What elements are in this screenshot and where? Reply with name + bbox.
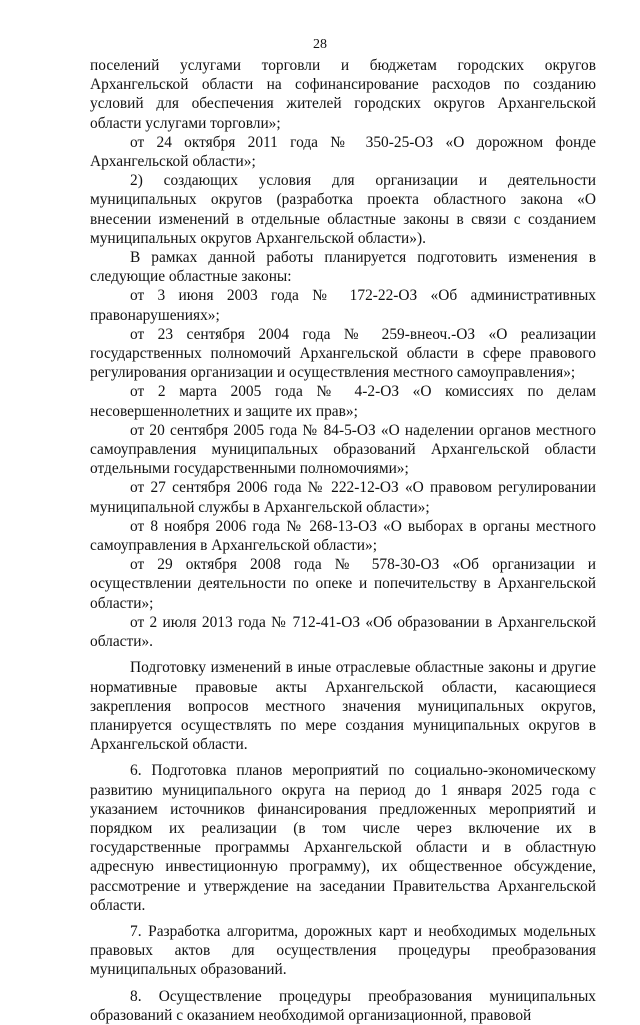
paragraph: от 3 июня 2003 года № 172-22-ОЗ «Об административных правонарушениях»; <box>90 287 596 324</box>
paragraph: В рамках данной работы планируется подготовить изменения в следующие областные законы: <box>90 249 596 286</box>
paragraph: 7. Разработка алгоритма, дорожных карт и необходимых модельных правовых актов для осуществления процедуры преобразования муниципальных образований. <box>90 922 596 979</box>
paragraph: от 24 октября 2011 года № 350-25-ОЗ «О дорожном фонде Архангельской области»; <box>90 133 596 171</box>
paragraph: от 23 сентября 2004 года № 259-внеоч.-ОЗ «О реализации государственных полномочий Архангельской области в сфере правового регулирования организации и осуществления местного самоуправления»; <box>90 325 596 382</box>
paragraph: от 27 сентября 2006 года № 222-12-ОЗ «О правовом регулировании муниципальной службы в Архангельской области»; <box>90 479 596 516</box>
page-number: 28 <box>313 37 327 52</box>
paragraph: Подготовку изменений в иные отраслевые областные законы и другие нормативные правовые акты Архангельской области, касающиеся закрепления вопросов местного значения муниципальных округов, планируется осуществлять по мере создания муниципальных округов в Архангельской области. <box>90 659 596 754</box>
document-body <box>90 56 596 1025</box>
paragraph: 8. Осуществление процедуры преобразования муниципальных образований с оказанием необходимой организационной, правовой <box>90 987 596 1024</box>
paragraph: поселений услугами торговли и бюджетам городских округов Архангельской области на софинансирование расходов по созданию условий для обеспечения жителей городских округов Архангельской области услугами торговли»; <box>90 57 596 132</box>
paragraph: 2) создающих условия для организации и деятельности муниципальных округов (разработка проекта областного закона «О внесении изменений в отдельные областные законы в связи с созданием муниципальных округов Архангельской области»). <box>90 172 596 247</box>
paragraph: от 20 сентября 2005 года № 84-5-ОЗ «О наделении органов местного самоуправления муниципальных образований Архангельской области отдельными государственными полномочиями»; <box>90 421 596 478</box>
paragraph: от 2 марта 2005 года № 4-2-ОЗ «О комиссиях по делам несовершеннолетних и защите их прав»; <box>90 383 596 420</box>
paragraph: от 2 июля 2013 года № 712-41-ОЗ «Об образовании в Архангельской области». <box>90 613 596 651</box>
paragraph: от 8 ноября 2006 года № 268-13-ОЗ «О выборах в органы местного самоуправления в Архангельской области»; <box>90 517 596 555</box>
paragraph: от 29 октября 2008 года № 578-30-ОЗ «Об организации и осуществлении деятельности по опеке и попечительству в Архангельской области»; <box>90 556 596 612</box>
paragraph: 6. Подготовка планов мероприятий по социально-экономическому развитию муниципального округа на период до 1 января 2025 года с указанием источников финансирования предложенных мероприятий и порядком их реализации (в том числе через включение их в государственные программы Архангельской области и в областную адресную инвестиционную программу), их общественное обсуждение, рассмотрение и утверждение на заседании Правительства Архангельской области. <box>90 762 596 914</box>
